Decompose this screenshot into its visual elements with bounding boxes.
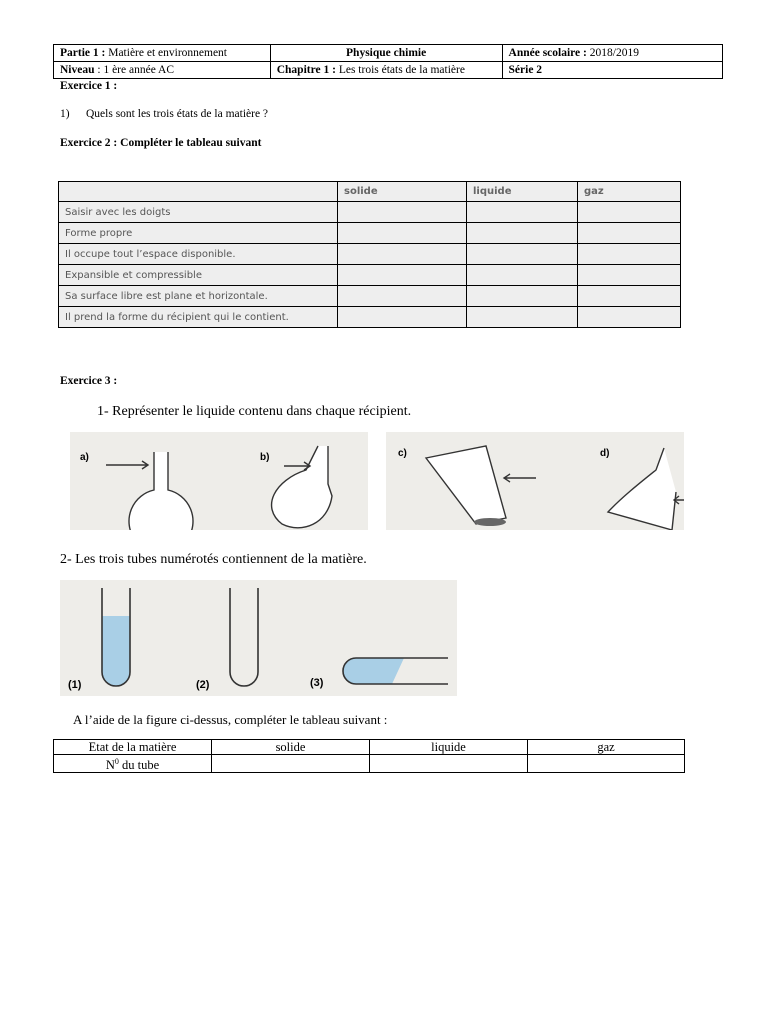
header-row-1 bbox=[54, 45, 723, 62]
partie-value: Matière et environnement bbox=[108, 47, 228, 59]
exercise3-instruction: A l’aide de la figure ci-dessus, compléter le tableau suivant : bbox=[73, 712, 388, 727]
exercise3-table bbox=[53, 739, 685, 773]
exercise1-question-number: 1) bbox=[60, 108, 70, 120]
label-a: a) bbox=[80, 452, 89, 463]
subject-title: Physique chimie bbox=[346, 47, 427, 59]
exercise3-question-1: 1- Représenter le liquide contenu dans chaque récipient. bbox=[97, 404, 412, 419]
liquide-header: liquide bbox=[370, 740, 528, 755]
partie-cell bbox=[54, 45, 271, 62]
table-row bbox=[59, 244, 681, 265]
exercise2-header-liquide: liquide bbox=[467, 182, 578, 202]
tube-1-label: (1) bbox=[68, 679, 82, 691]
answer-cell[interactable] bbox=[338, 307, 467, 328]
exercise1-title: Exercice 1 : bbox=[60, 80, 118, 92]
exercise2-header-gaz: gaz bbox=[578, 182, 681, 202]
answer-cell[interactable] bbox=[467, 286, 578, 307]
answer-cell[interactable] bbox=[370, 755, 528, 773]
chapitre-value: Les trois états de la matière bbox=[338, 64, 465, 76]
label-c: c) bbox=[398, 448, 407, 459]
exercise2-title: Exercice 2 : Compléter le tableau suivant bbox=[60, 137, 262, 149]
tube-2-label: (2) bbox=[196, 679, 210, 691]
row-label: Saisir avec les doigts bbox=[59, 202, 338, 223]
answer-cell[interactable] bbox=[467, 265, 578, 286]
table-row bbox=[59, 307, 681, 328]
serie-label: Série 2 bbox=[508, 64, 543, 76]
partie-label: Partie 1 : bbox=[60, 47, 106, 59]
row-label: Il prend la forme du récipient qui le contient. bbox=[59, 307, 338, 328]
table-row bbox=[59, 202, 681, 223]
table-row bbox=[59, 223, 681, 244]
answer-cell[interactable] bbox=[467, 307, 578, 328]
solide-header: solide bbox=[212, 740, 370, 755]
chapitre-label: Chapitre 1 : bbox=[276, 64, 336, 76]
table-row bbox=[59, 286, 681, 307]
tube-1-liquid bbox=[102, 616, 130, 686]
label-d: d) bbox=[600, 448, 610, 459]
serie-cell bbox=[502, 62, 722, 79]
annee-label: Année scolaire : bbox=[508, 47, 587, 59]
exercise3-question-2: 2- Les trois tubes numérotés contiennent de la matière. bbox=[60, 552, 367, 567]
tubes-figure bbox=[60, 580, 457, 696]
answer-cell[interactable] bbox=[578, 265, 681, 286]
annee-value: 2018/2019 bbox=[589, 47, 639, 59]
tube-3-label: (3) bbox=[310, 677, 324, 689]
table-row bbox=[54, 755, 685, 773]
answer-cell[interactable] bbox=[578, 244, 681, 265]
exercise3-title: Exercice 3 : bbox=[60, 375, 118, 387]
gaz-header: gaz bbox=[528, 740, 685, 755]
answer-cell[interactable] bbox=[578, 202, 681, 223]
exercise2-header-solide: solide bbox=[338, 182, 467, 202]
exercise1-question: Quels sont les trois états de la matière ? bbox=[86, 108, 269, 120]
niveau-cell bbox=[54, 62, 271, 79]
vessel-c-base bbox=[474, 518, 506, 526]
chapitre-cell bbox=[270, 62, 502, 79]
exercise2-table bbox=[58, 181, 681, 328]
exercise2-header-row bbox=[59, 182, 681, 202]
row-label: Forme propre bbox=[59, 223, 338, 244]
answer-cell[interactable] bbox=[578, 223, 681, 244]
answer-cell[interactable] bbox=[528, 755, 685, 773]
annee-cell bbox=[502, 45, 722, 62]
answer-cell[interactable] bbox=[467, 244, 578, 265]
table-row bbox=[54, 740, 685, 755]
answer-cell[interactable] bbox=[338, 202, 467, 223]
niveau-label: Niveau bbox=[60, 64, 95, 76]
answer-cell[interactable] bbox=[338, 265, 467, 286]
containers-figure-left bbox=[70, 432, 368, 530]
header-row-2 bbox=[54, 62, 723, 79]
row-label: Expansible et compressible bbox=[59, 265, 338, 286]
answer-cell[interactable] bbox=[212, 755, 370, 773]
containers-figure-right bbox=[386, 432, 684, 530]
table-row bbox=[59, 265, 681, 286]
answer-cell[interactable] bbox=[467, 202, 578, 223]
answer-cell[interactable] bbox=[338, 286, 467, 307]
answer-cell[interactable] bbox=[578, 307, 681, 328]
niveau-value: : 1 ère année AC bbox=[97, 64, 175, 76]
answer-cell[interactable] bbox=[467, 223, 578, 244]
tube-number-label: $N^0$ du tube bbox=[54, 755, 212, 773]
subject-cell bbox=[270, 45, 502, 62]
header-table bbox=[53, 44, 723, 79]
state-header: Etat de la matière bbox=[54, 740, 212, 755]
answer-cell[interactable] bbox=[578, 286, 681, 307]
label-b: b) bbox=[260, 452, 270, 463]
answer-cell[interactable] bbox=[338, 223, 467, 244]
exercise2-header-empty bbox=[59, 182, 338, 202]
answer-cell[interactable] bbox=[338, 244, 467, 265]
row-label: Il occupe tout l’espace disponible. bbox=[59, 244, 338, 265]
row-label: Sa surface libre est plane et horizontale. bbox=[59, 286, 338, 307]
